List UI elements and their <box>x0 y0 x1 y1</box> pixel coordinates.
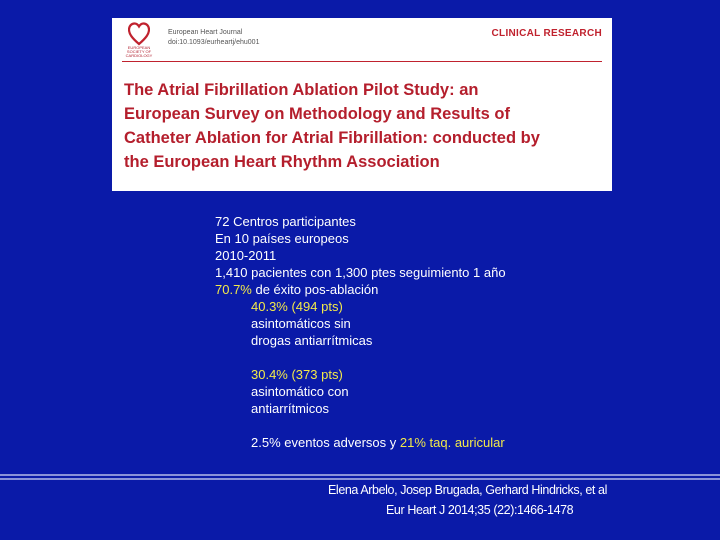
logo-text-1: EUROPEAN <box>127 45 151 50</box>
logo-text-3: CARDIOLOGY <box>125 53 153 58</box>
success-pct: 70.7% <box>215 282 252 297</box>
esc-logo <box>120 22 158 62</box>
no-drugs-line-1: asintomáticos sin <box>251 316 351 331</box>
reference-authors: Elena Arbelo, Josep Brugada, Gerhard Hindricks, et al <box>328 483 607 497</box>
journal-name: European Heart Journal <box>168 29 243 36</box>
adverse-pct: 2.5% <box>251 435 281 450</box>
paper-title: The Atrial Fibrillation Ablation Pilot Study: an European Survey on Methodology and Results of Catheter Ablation for Atrial Fibrillation: conducted by the European Heart Rhythm Association <box>124 81 540 171</box>
footer-divider-top <box>0 474 720 476</box>
section-badge: CLINICAL RESEARCH <box>491 28 602 39</box>
footer-divider-bottom <box>0 478 720 480</box>
period-line: 2010-2011 <box>215 248 277 263</box>
journal-info <box>168 28 259 48</box>
logo-text-2: SOCIETY OF <box>126 49 152 54</box>
reference-citation: Eur Heart J 2014;35 (22):1466-1478 <box>386 503 574 517</box>
centers-line: 72 Centros participantes <box>215 214 356 229</box>
spacer <box>215 349 506 366</box>
paper-header-image <box>112 18 612 191</box>
adverse-line <box>215 434 506 451</box>
header-divider <box>122 61 602 62</box>
success-label: de éxito pos-ablación <box>251 282 379 297</box>
no-drugs-line-2: drogas antiarrítmicas <box>251 333 373 348</box>
no-drugs-pct: 40.3% (494 pts) <box>251 299 343 314</box>
study-summary <box>215 213 506 451</box>
journal-doi: doi:10.1093/eurheartj/ehu001 <box>168 39 260 46</box>
with-drugs-pct: 30.4% (373 pts) <box>251 367 343 382</box>
heart-icon <box>128 22 150 46</box>
spacer <box>215 417 506 434</box>
patients-line: 1,410 pacientes con 1,300 ptes seguimiento 1 año <box>215 265 506 280</box>
countries-line: En 10 países europeos <box>215 231 349 246</box>
adverse-label: eventos adversos y <box>280 435 400 450</box>
success-line <box>215 281 506 298</box>
tachy-pct: 21% <box>399 435 426 450</box>
tachy-label: taq. auricular <box>425 435 505 450</box>
with-drugs-line-1: asintomático con <box>251 384 349 399</box>
with-drugs-line-2: antiarrítmicos <box>251 401 330 416</box>
